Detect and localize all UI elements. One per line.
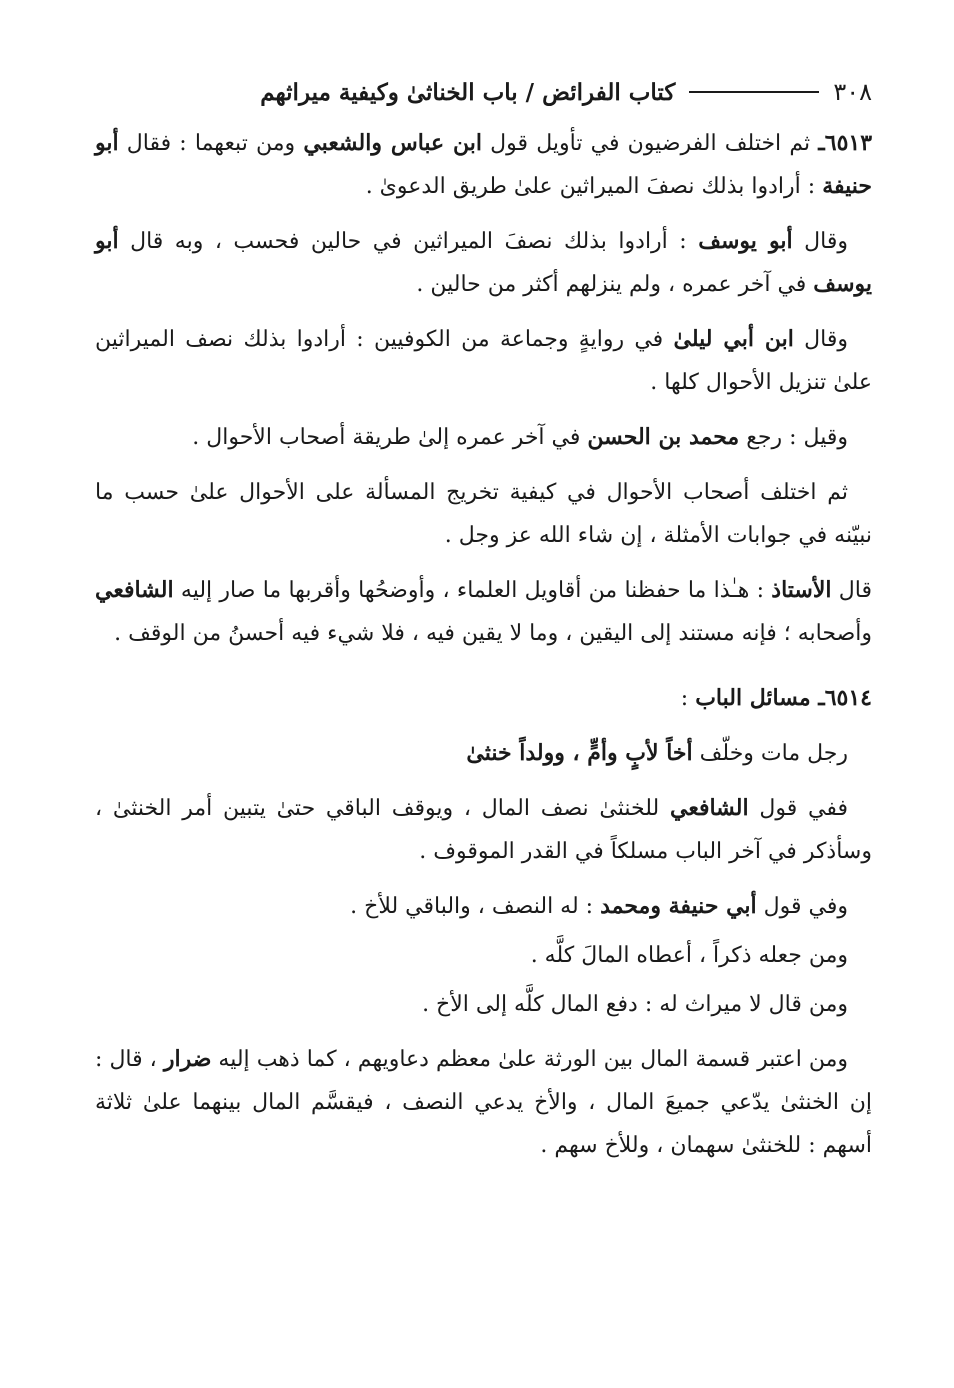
text-run: ، قال : إن الخنثىٰ يدّعي جميعَ المال ، والأخ يدعي النصف ، فيقسَّم المال بينهما علىٰ ثلاثة أسهم : للخنثىٰ سهمان ، وللأخ سهم . bbox=[95, 1047, 872, 1158]
text-run: وقال bbox=[793, 327, 848, 352]
bold-name: أبو يوسف bbox=[95, 228, 872, 297]
text-run: ثم اختلف أصحاب الأحوال في كيفية تخريج المسألة على الأحوال علىٰ حسب ما نبيّنه في جوابات الأمثلة ، إن شاء الله عز وجل . bbox=[95, 480, 872, 548]
header-title: كتاب الفرائض / باب الخناثىٰ وكيفية ميراثهم bbox=[260, 78, 676, 106]
bold-name: أبو يوسف bbox=[698, 228, 793, 254]
paragraph-male bbox=[95, 934, 872, 977]
paragraph-abu-yusuf bbox=[95, 220, 872, 306]
paragraph-case bbox=[95, 732, 872, 775]
paragraph-ahwal bbox=[95, 471, 872, 557]
text-run: ففي قول bbox=[748, 796, 848, 821]
paragraph-ibn-abi-layla bbox=[95, 318, 872, 404]
text-run: وقال bbox=[792, 229, 848, 254]
paragraph-6514 bbox=[95, 677, 872, 720]
text-run: قال bbox=[831, 578, 872, 603]
page-number: ٣٠٨ bbox=[833, 78, 872, 106]
bold-name: أبو حنيفة bbox=[95, 130, 872, 199]
text-run: : أرادوا بذلك نصفَ الميراثين علىٰ طريق الدعوىٰ . bbox=[365, 174, 823, 199]
bold-name: الأستاذ bbox=[771, 577, 832, 603]
paragraph-abu-hanifa bbox=[95, 885, 872, 928]
paragraph-muhammad bbox=[95, 416, 872, 459]
bold-name: ابن أبي ليلىٰ bbox=[673, 326, 794, 352]
paragraph-ustadh bbox=[95, 569, 872, 655]
header-rule bbox=[689, 91, 819, 93]
text-run: ومن جعله ذكراً ، أعطاه المالَ كلَّه . bbox=[530, 943, 848, 968]
text-run: وفي قول bbox=[756, 894, 848, 919]
running-header bbox=[95, 72, 872, 112]
text-run: : bbox=[680, 686, 696, 711]
text-run: وقيل : رجع bbox=[739, 425, 848, 450]
text-run: : هـٰذا ما حفظنا من أقاويل العلماء ، وأوضحُها وأقربها ما صار إليه bbox=[173, 578, 772, 603]
text-run: ومن اعتبر قسمة المال بين الورثة علىٰ معظم دعاويهم ، كما ذهب إليه bbox=[211, 1047, 848, 1072]
paragraph-shafii bbox=[95, 787, 872, 873]
text-run: وأصحابه ؛ فإنه مستند إلى اليقين ، وما لا يقين فيه ، فلا شيء فيه أحسنُ من الوقف . bbox=[114, 621, 872, 646]
text-run: للخنثىٰ نصف المال ، ويوقف الباقي حتىٰ يتبين أمر الخنثىٰ ، وسأذكر في آخر الباب مسلكاً في القدر الموقوف . bbox=[95, 796, 872, 864]
bold-name: ابن عباس والشعبي bbox=[303, 130, 482, 156]
text-run: ثم اختلف الفرضيون في تأويل قول bbox=[482, 131, 819, 156]
section-heading: مسائل الباب bbox=[695, 685, 819, 711]
text-run: : أرادوا بذلك نصفَ الميراثين في حالين فحسب ، وبه قال bbox=[118, 229, 699, 254]
paragraph-no-inheritance bbox=[95, 983, 872, 1026]
paragraph-dirar bbox=[95, 1038, 872, 1167]
text-run: في آخر عمره ، ولم ينزلهم أكثر من حالين . bbox=[416, 272, 814, 297]
text-run: في آخر عمره إلىٰ طريقة أصحاب الأحوال . bbox=[192, 425, 588, 450]
bold-name: محمد بن الحسن bbox=[587, 424, 740, 450]
section-number: ٦٥١٣ـ bbox=[818, 130, 873, 156]
text-run: ومن قال لا ميراث له : دفع المال كلَّه إلى الأخ . bbox=[422, 992, 848, 1017]
bold-name: ضرار bbox=[163, 1046, 212, 1072]
paragraph-6513 bbox=[95, 122, 872, 208]
bold-phrase: أخاً لأبٍ وأمٍّ ، وولداً خنثىٰ bbox=[466, 740, 693, 766]
text-run: ومن تبعهما : فقال bbox=[118, 131, 304, 156]
bold-name: الشافعي bbox=[670, 795, 749, 821]
text-run: رجل مات وخلّف bbox=[692, 741, 848, 766]
bold-name: الشافعي bbox=[95, 577, 174, 603]
text-run: في روايةٍ وجماعة من الكوفيين : أرادوا بذلك نصف الميراثين علىٰ تنزيل الأحوال كلها . bbox=[95, 327, 872, 395]
bold-name: أبي حنيفة ومحمد bbox=[600, 893, 757, 919]
section-number: ٦٥١٤ـ bbox=[818, 685, 872, 711]
text-run: : له النصف ، والباقي للأخ . bbox=[350, 894, 601, 919]
